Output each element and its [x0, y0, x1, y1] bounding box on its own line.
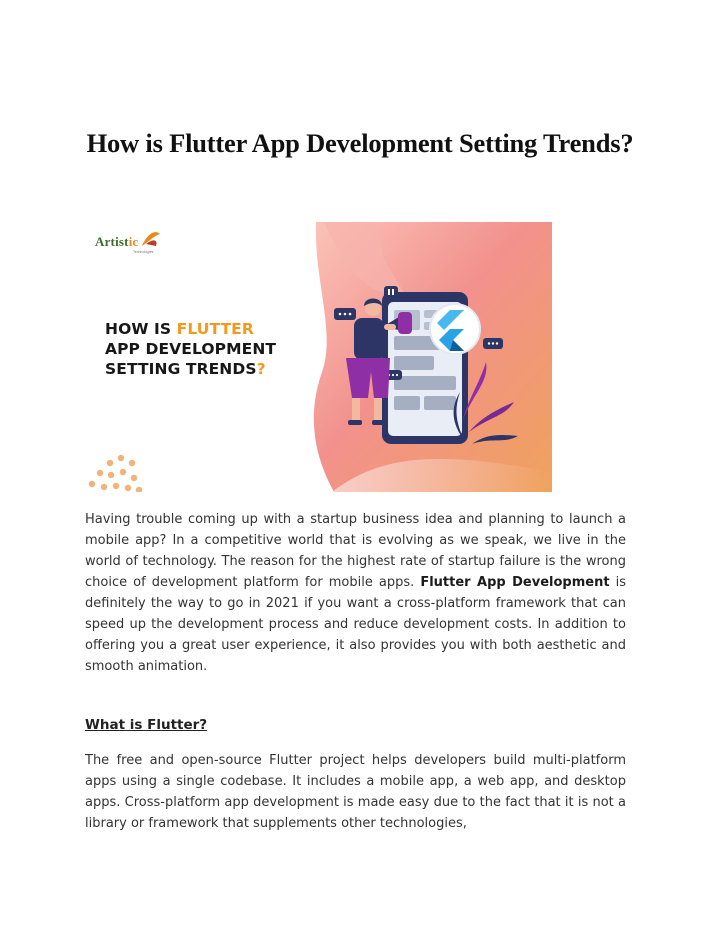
chat-bubble-icon — [483, 338, 503, 349]
intro-text-end: is definitely the way to go in 2021 if you want a cross-platform framework that can speed up the development process and reduce development costs. In addition to offering you a great user experience, it also provides you with both aesthetic and smooth animation. — [85, 575, 626, 674]
intro-paragraph — [85, 509, 626, 677]
headline-line-2: APP DEVELOPMENT — [105, 340, 277, 358]
intro-text-start: Having trouble coming up with a startup business idea and planning to launch a mobile app? In a competitive world that is evolving as we speak, we live in the world of technology. The reason for the highest rate of startup failure is the wrong choice of development platform for mobile apps. — [85, 512, 626, 590]
decorative-dots — [89, 455, 142, 492]
artistic-logo — [95, 234, 138, 250]
headline-line-1-prefix: HOW IS — [105, 320, 177, 338]
headline-line-3-prefix: SETTING TRENDS — [105, 360, 257, 378]
headline-line-1 — [105, 319, 276, 339]
pause-badge-icon — [384, 286, 398, 298]
logo-text-end: ic — [128, 234, 139, 249]
headline-question-mark: ? — [256, 360, 266, 378]
logo-subtitle: Technologies — [133, 250, 154, 254]
logo-text-start: Artist — [95, 234, 129, 249]
headline-line-3 — [105, 359, 276, 379]
banner-headline — [105, 319, 276, 379]
intro-bold-keyword: Flutter App Development — [420, 575, 610, 590]
document-title: How is Flutter App Development Setting Trends? — [86, 128, 634, 158]
section-heading: What is Flutter? — [85, 717, 208, 733]
flutter-logo-icon — [430, 304, 480, 354]
headline-highlight-flutter: FLUTTER — [176, 320, 254, 338]
chat-bubble-icon — [334, 308, 356, 320]
article-banner-image — [84, 222, 552, 492]
section-body-paragraph: The free and open-source Flutter project helps developers build multi-platform apps using a single codebase. It includes a mobile app, a web app, and desktop apps. Cross-platform app development is made easy due to the fact that it is not a library or framework that supplements other technologies, — [85, 753, 626, 831]
logo-leaf-icon — [142, 232, 160, 246]
